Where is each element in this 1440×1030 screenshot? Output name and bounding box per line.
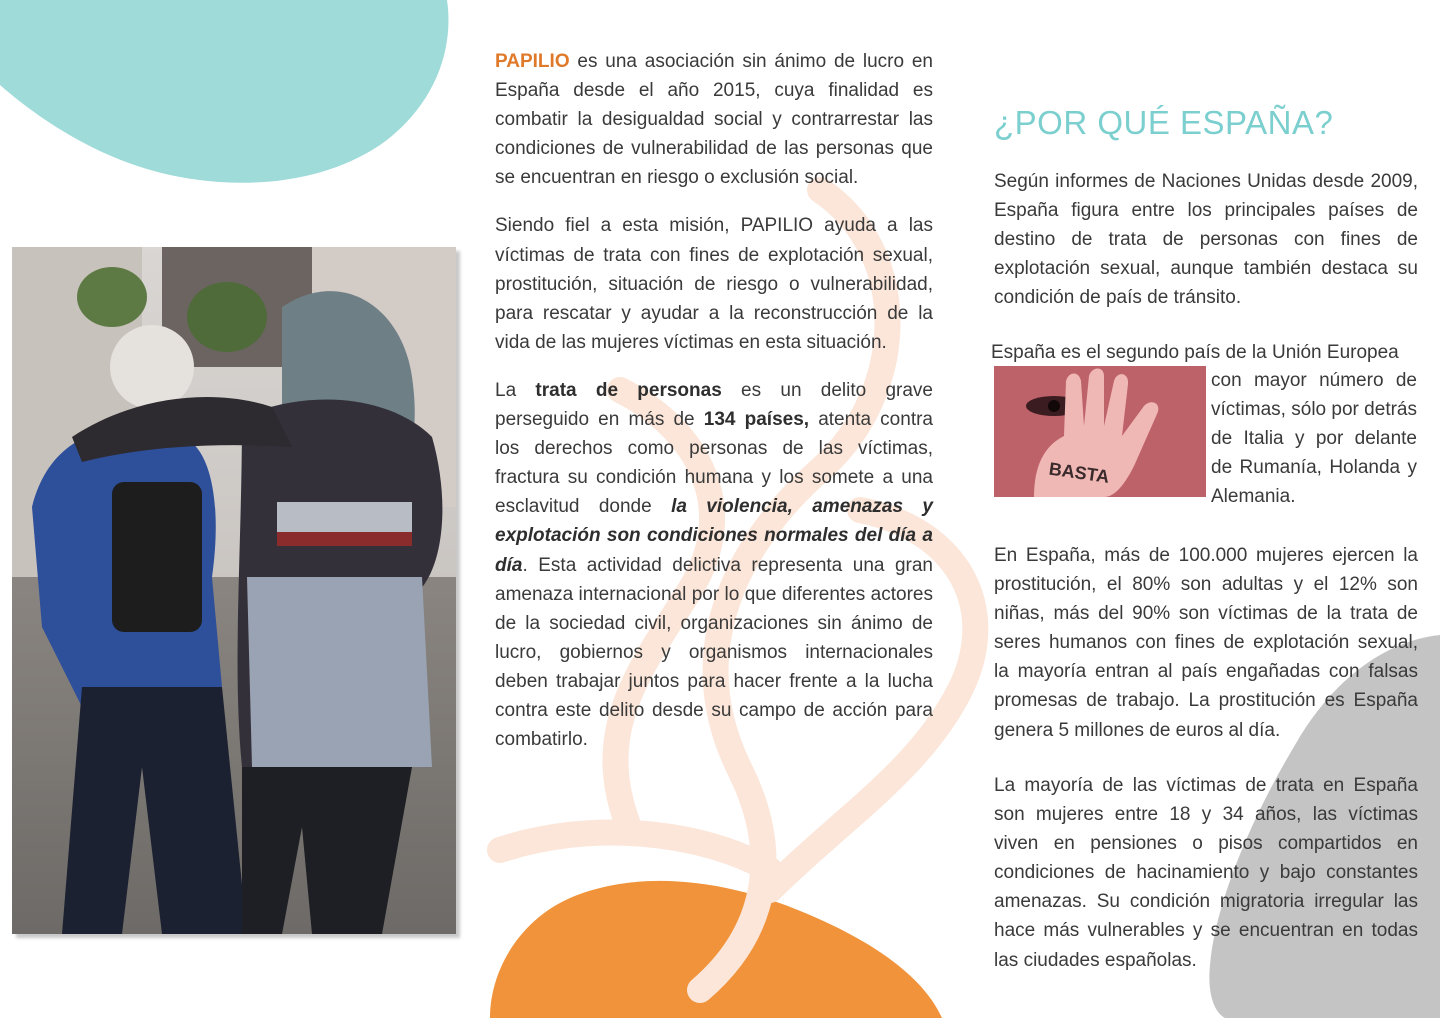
intro-text: es una asociación sin ánimo de lucro en España desde el año 2015, cuya finalidad es combatir la desigualdad social y contrarrestar las condiciones de vulnerabilidad de las personas que se encuentran en riesgo o exclusión social.: [495, 51, 933, 189]
teal-blob-decoration: [0, 0, 460, 190]
middle-column: [495, 47, 933, 773]
stats-paragraph: En España, más de 100.000 mujeres ejercen la prostitución, el 80% son adultas y el 12% son niñas, más del 90% son víctimas de la trata de seres humanos con fines de explotación sexual, la mayoría entran al país engañadas con falsas promesas de trabajo. La prostitución es España genera 5 millones de euros al día.: [994, 545, 1418, 741]
second-country-line: España es el segundo país de la Unión Europea: [991, 342, 1399, 363]
trata-text-a: La: [495, 379, 536, 401]
photo-two-women-walking: [12, 247, 456, 934]
ages-paragraph: La mayoría de las víctimas de trata en España son mujeres entre 18 y 34 años, las víctimas viven en pensiones o pisos compartidos en condiciones de hacinamiento y bajo constantes amenazas. Su condición migratoria irregular las hace más vulnerables y se encuentran en todas las ciudades españolas.: [994, 775, 1418, 971]
trata-text-e: atenta contra los derechos como personas de las víctimas, fractura su condición humana y los somete a una esclavitud donde: [495, 409, 933, 518]
trata-text-c: es un delito grave perseguido en más de: [495, 379, 933, 431]
trata-emphasis: la violencia, amenazas y explotación son condiciones normales del día a día: [495, 496, 933, 576]
brand-name: PAPILIO: [495, 51, 570, 72]
basta-word: BASTA: [1047, 458, 1111, 487]
second-country-rest: con mayor número de víctimas, sólo por detrás de Italia y por delante de Rumanía, Holanda y Alemania.: [1211, 370, 1417, 507]
trata-bold-term: trata de personas: [535, 379, 722, 401]
trata-paragraph: [495, 376, 933, 754]
basta-image: [994, 366, 1206, 497]
un-report-paragraph: Según informes de Naciones Unidas desde 2009, España figura entre los principales países de destino de trata de personas con fines de explotación sexual, aunque también destaca su condición de país de tránsito.: [994, 171, 1418, 309]
section-title: ¿POR QUÉ ESPAÑA?: [994, 104, 1334, 141]
mission-paragraph: Siendo fiel a esta misión, PAPILIO ayuda a las víctimas de trata con fines de explotación sexual, prostitución, situación de riesgo o vulnerabilidad, para rescatar y ayudar a la reconstrucción de la vida de las mujeres víctimas en esta situación.: [495, 215, 933, 353]
trata-bold-countries: 134 países,: [703, 409, 810, 431]
intro-paragraph: [495, 47, 933, 192]
trata-text-g: . Esta actividad delictiva representa una gran amenaza internacional por lo que diferentes actores de la sociedad civil, organizaciones sin ánimo de lucro, gobiernos y organismos internacionales deben trabajar juntos para hacer frente a la lucha contra este delito desde su campo de acción para combatirlo.: [495, 554, 933, 751]
